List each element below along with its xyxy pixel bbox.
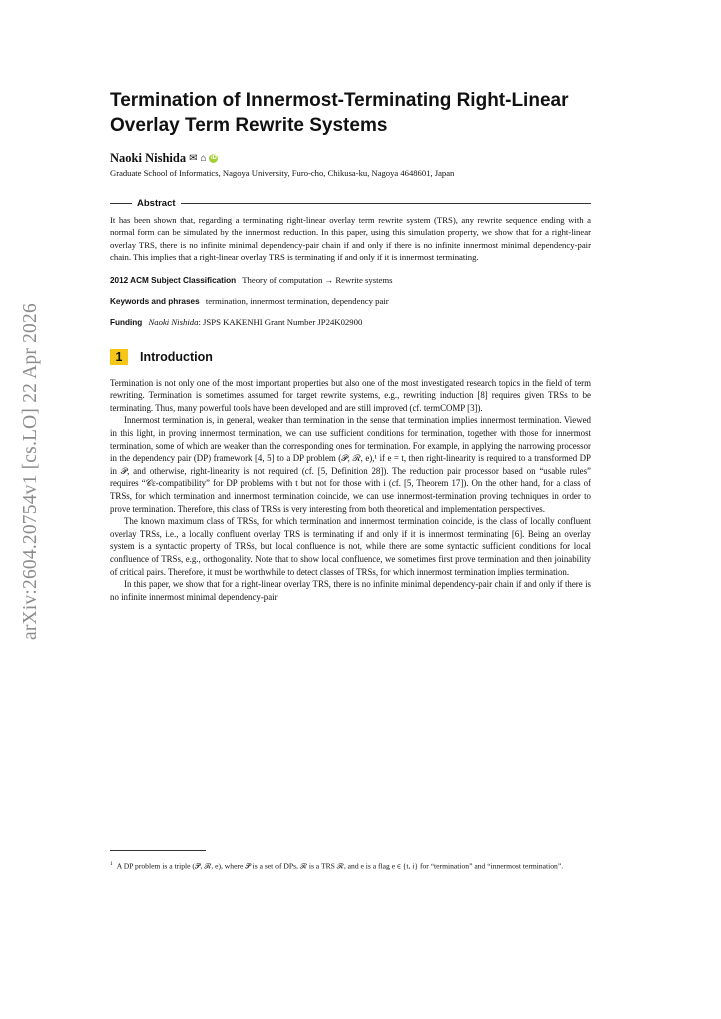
abstract-heading-label: Abstract <box>137 198 176 209</box>
footnote <box>110 859 591 872</box>
footnote-rule <box>110 850 206 851</box>
paragraph: The known maximum class of TRSs, for which termination and innermost termination coincide, is the class of locally confluent overlay TRSs, i.e., a locally confluent overlay TRS is terminating if and only if it is innermost terminating [6]. Being an overlay system is a syntactic property of TRSs, but local confluence is not, while there are some syntactic sufficient conditions for local confluence of TRSs, e.g., orthogonality. Note that to show local confluence, we sometimes first prove termination and then joinability of critical pairs. Therefore, it must be worthwhile to detect classes of TRSs, for which innermost termination implies termination. <box>110 516 591 577</box>
funding-value: : JSPS KAKENHI Grant Number JP24K02900 <box>198 316 363 327</box>
keywords-label: Keywords and phrases <box>110 296 200 306</box>
author-line <box>110 151 591 166</box>
affiliation: Graduate School of Informatics, Nagoya University, Furo-cho, Chikusa-ku, Nagoya 4648601, Japan <box>110 168 455 178</box>
arxiv-identifier-stamp: arXiv:2604.20754v1 [cs.LO] 22 Apr 2026 <box>20 303 41 640</box>
page-content <box>110 88 591 603</box>
orcid-icon[interactable]: iD <box>210 155 217 161</box>
paragraph: Innermost termination is, in general, weaker than termination in the sense that termination implies innermost termination. Viewed in this light, in proving innermost termination, we can use sufficient conditions for termination, together with those for innermost termination, some of which are weaker than the corresponding ones for termination. For example, in applying the narrowing processor in the dependency pair (DP) framework [4, 5] to a DP problem (𝒫, ℛ, e),¹ if e = t, then right-linearity is required to a transformed DP in 𝒫, and otherwise, right-linearity is not required (cf. [5, Definition 28]). The reduction pair processor based on “usable rules” requires “𝒞ε-compatibility” for DP problems with t but not for those with i (cf. [5, Theorem 17]). On the other hand, for a class of TRSs, for which termination and innermost termination coincide, we can use innermost-termination proving techniques in order to prove termination. Therefore, this class of TRSs is very interesting from both theoretical and implementation perspectives. <box>110 415 591 514</box>
envelope-icon[interactable]: ✉ <box>189 152 198 164</box>
abstract-rule-right <box>181 203 591 204</box>
funding <box>110 317 591 327</box>
acm-label: 2012 ACM Subject Classification <box>110 275 237 285</box>
section-heading <box>110 349 591 365</box>
section-number: 1 <box>110 349 128 365</box>
acm-value: Theory of computation → Rewrite systems <box>242 274 393 285</box>
paragraph: In this paper, we show that for a right-linear overlay TRS, there is no infinite minimal dependency-pair chain if and only if there is no infinite innermost minimal dependency-pair <box>110 579 591 602</box>
paragraph: Termination is not only one of the most important properties but also one of the most investigated research topics in the field of term rewriting. Termination is sometimes assumed for target rewrite systems, e.g., rewriting induction [8] requires given TRSs to be terminating. Thus, many powerful tools have been developed and are still improved (cf. termCOMP [3]). <box>110 377 591 413</box>
footnote-mark: 1 <box>110 861 113 867</box>
abstract-heading <box>110 198 591 209</box>
section-body <box>110 377 591 604</box>
section-title: Introduction <box>140 349 213 364</box>
funding-name: Naoki Nishida <box>148 316 199 327</box>
keywords <box>110 296 591 306</box>
paper-title: Termination of Innermost-Terminating Right-Linear Overlay Term Rewrite Systems <box>110 90 569 136</box>
author-name: Naoki Nishida <box>110 151 187 165</box>
funding-label: Funding <box>110 317 143 327</box>
acm-classification <box>110 275 591 285</box>
abstract-text: It has been shown that, regarding a terminating right-linear overlay term rewrite system (TRS), any rewrite sequence ending with a normal form can be simulated by the innermost reduction. In this paper, using this simulation property, we show that for a right-linear overlay TRS, there is no infinite minimal dependency-pair chain if and only if there is no infinite innermost minimal dependency-pair chain. This implies that a right-linear overlay TRS is terminating if and only if it is innermost terminating. <box>110 215 591 263</box>
home-icon[interactable]: ⌂ <box>200 152 207 164</box>
keywords-value: termination, innermost termination, dependency pair <box>205 295 389 306</box>
footnote-text: A DP problem is a triple (𝒫, ℛ, e), where 𝒫 is a set of DPs, ℛ is a TRS ℛ, and e is a flag e ∈ {t, i} for “termination” and “innermost termination”. <box>116 861 564 871</box>
abstract-rule-left <box>110 203 132 204</box>
